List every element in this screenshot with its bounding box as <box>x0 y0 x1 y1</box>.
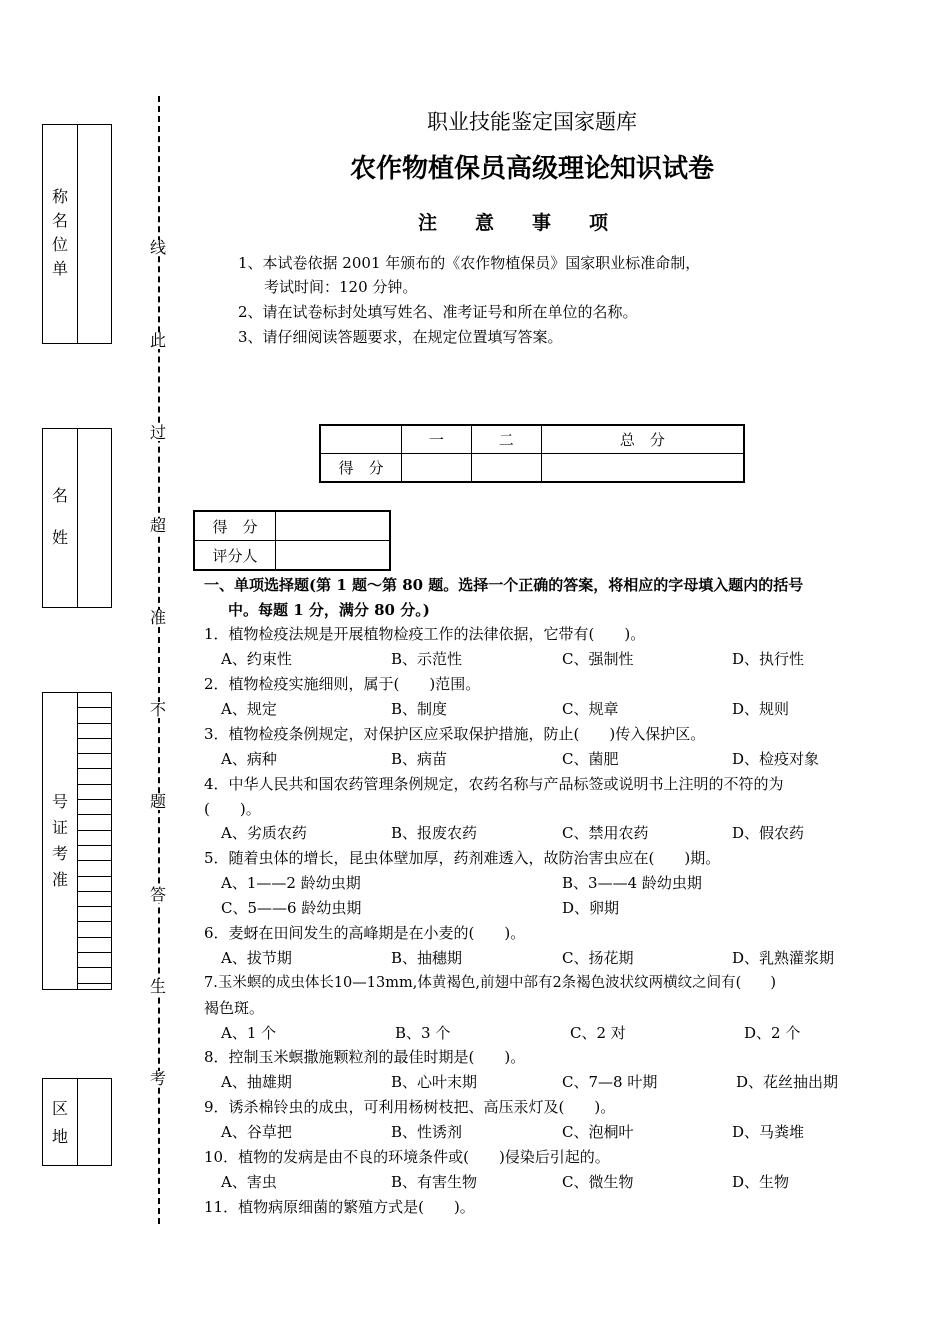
option-a: A、约束性 <box>221 650 292 668</box>
option-c: C、禁用农药 <box>562 824 649 842</box>
option-d: D、马粪堆 <box>732 1123 805 1141</box>
option-c: C、泡桐叶 <box>562 1123 634 1141</box>
question-text: 4．中华人民共和国农药管理条例规定，农药名称与产品标签或说明书上注明的不符的为 <box>204 775 784 793</box>
seal-warning-char: 答 <box>150 885 167 904</box>
question-text: 6．麦蚜在田间发生的高峰期是在小麦的( )。 <box>204 924 526 942</box>
score-header-cell <box>320 425 402 454</box>
question-text-cont: ( )。 <box>204 800 261 818</box>
notice-item: 考试时间：120 分钟。 <box>264 278 418 296</box>
seal-warning-char: 题 <box>150 792 167 811</box>
score-header-cell: 一 <box>402 425 472 454</box>
score-cell-total[interactable] <box>541 454 744 483</box>
exam-number-box[interactable] <box>42 692 112 990</box>
option-c: C、强制性 <box>562 650 634 668</box>
question-text: 8．控制玉米螟撒施颗粒剂的最佳时期是( )。 <box>204 1048 526 1066</box>
option-c: C、扬花期 <box>562 949 634 967</box>
notice-item: 2、请在试卷标封处填写姓名、准考证号和所在单位的名称。 <box>238 303 638 321</box>
option-a: A、谷草把 <box>221 1123 292 1141</box>
option-a: A、病种 <box>221 750 277 768</box>
seal-warning-char: 此 <box>150 331 167 350</box>
notice-item: 3、请仔细阅读答题要求，在规定位置填写答案。 <box>238 328 563 346</box>
exam-number-label: 号 证 考 准 <box>51 792 68 889</box>
score-header-row <box>320 425 744 454</box>
score-row-label: 得 分 <box>320 454 402 483</box>
option-b: B、制度 <box>391 700 448 718</box>
option-b: B、病苗 <box>391 750 448 768</box>
option-b: B、抽穗期 <box>391 949 463 967</box>
option-b: B、心叶末期 <box>391 1073 478 1091</box>
option-c: C、菌肥 <box>562 750 619 768</box>
option-a: A、劣质农药 <box>221 824 307 842</box>
option-c: C、微生物 <box>562 1173 634 1191</box>
exam-number-digit-cells[interactable] <box>78 693 111 984</box>
seal-warning-char: 生 <box>150 977 167 996</box>
question-text: 2．植物检疫实施细则，属于( )范围。 <box>204 675 481 693</box>
exam-title: 农作物植保员高级理论知识试卷 <box>349 154 714 184</box>
question-text: 9．诱杀棉铃虫的成虫，可利用杨树枝把、高压汞灯及( )。 <box>204 1098 616 1116</box>
seal-warning-char: 不 <box>150 700 167 719</box>
name-box[interactable] <box>42 428 112 608</box>
question-text: 3．植物检疫条例规定，对保护区应采取保护措施，防止( )传入保护区。 <box>204 725 706 743</box>
notice-heading: 注意事项 <box>417 212 646 234</box>
option-b: B、3 个 <box>395 1024 451 1042</box>
seal-warning-char: 准 <box>150 608 167 627</box>
unit-name-label: 称 名 位 单 <box>51 187 68 278</box>
grader-score-label: 得 分 <box>194 511 276 541</box>
score-summary-table <box>319 424 745 483</box>
option-c: C、5——6 龄幼虫期 <box>221 899 362 917</box>
option-a: A、拔节期 <box>221 949 292 967</box>
option-c: C、规章 <box>562 700 619 718</box>
option-c: C、7—8 叶期 <box>562 1073 658 1091</box>
score-cell-section1[interactable] <box>402 454 472 483</box>
seal-warning-char: 过 <box>150 423 167 442</box>
grader-table <box>193 510 391 571</box>
region-label: 区 地 <box>51 1099 68 1146</box>
score-header-cell: 总 分 <box>541 425 744 454</box>
score-header-cell: 二 <box>471 425 541 454</box>
option-a: A、规定 <box>221 700 277 718</box>
option-d: D、2 个 <box>744 1024 801 1042</box>
grader-score-cell[interactable] <box>276 511 391 541</box>
question-text-cont: 褐色斑。 <box>204 999 265 1017</box>
option-b: B、报废农药 <box>391 824 478 842</box>
option-a: A、抽雄期 <box>221 1073 292 1091</box>
name-box-divider <box>77 429 78 607</box>
question-text: 7.玉米螟的成虫体长10—13mm,体黄褐色,前翅中部有2条褐色波状纹两横纹之间有( ) <box>204 975 776 991</box>
option-a: A、1——2 龄幼虫期 <box>221 874 361 892</box>
name-label: 名 姓 <box>51 486 68 547</box>
question-text: 10．植物的发病是由不良的环境条件或( )侵染后引起的。 <box>204 1148 610 1166</box>
option-b: B、示范性 <box>391 650 463 668</box>
option-a: A、1 个 <box>221 1024 277 1042</box>
grader-name-label: 评分人 <box>194 541 276 571</box>
score-cell-section2[interactable] <box>471 454 541 483</box>
exam-subtitle: 职业技能鉴定国家题库 <box>427 110 637 134</box>
option-b: B、3——4 龄幼虫期 <box>562 874 702 892</box>
option-a: A、害虫 <box>221 1173 277 1191</box>
question-text: 1．植物检疫法规是开展植物检疫工作的法律依据，它带有( )。 <box>204 625 646 643</box>
region-box[interactable] <box>42 1078 112 1166</box>
option-b: B、性诱剂 <box>391 1123 463 1141</box>
option-d: D、卵期 <box>562 899 620 917</box>
seal-warning-char: 线 <box>150 238 167 257</box>
option-b: B、有害生物 <box>391 1173 478 1191</box>
option-d: D、生物 <box>732 1173 790 1191</box>
option-c: C、2 对 <box>570 1024 626 1042</box>
option-d: D、乳熟灌浆期 <box>732 949 835 967</box>
grader-name-cell[interactable] <box>276 541 391 571</box>
seal-warning-char: 考 <box>150 1069 167 1088</box>
seal-warning-char: 超 <box>150 516 167 535</box>
option-d: D、假农药 <box>732 824 805 842</box>
section1-title: 一、单项选择题(第 1 题～第 80 题。选择一个正确的答案，将相应的字母填入题内的括号 <box>204 576 804 594</box>
score-value-row <box>320 454 744 483</box>
question-text: 11．植物病原细菌的繁殖方式是( )。 <box>204 1198 475 1216</box>
option-d: D、花丝抽出期 <box>736 1073 839 1091</box>
question-text: 5．随着虫体的增长，昆虫体壁加厚，药剂难透入，故防治害虫应在( )期。 <box>204 849 721 867</box>
option-d: D、执行性 <box>732 650 805 668</box>
option-d: D、规则 <box>732 700 790 718</box>
region-box-divider <box>77 1079 78 1165</box>
seal-dashed-line <box>158 96 160 1224</box>
option-d: D、检疫对象 <box>732 750 820 768</box>
notice-item: 1、本试卷依据 2001 年颁布的《农作物植保员》国家职业标准命制， <box>238 254 701 272</box>
section1-title-cont: 中。每题 1 分，满分 80 分。) <box>228 601 430 619</box>
